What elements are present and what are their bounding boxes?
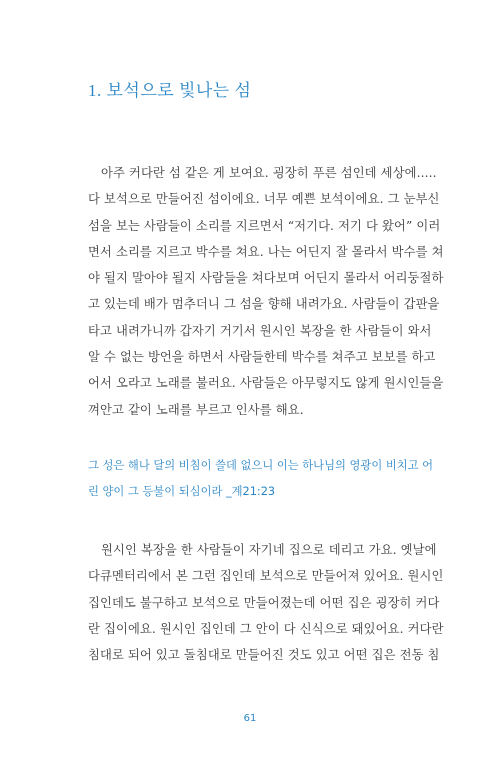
paragraph-1: [88, 160, 452, 423]
text-line: 고 있는데 배가 멈추더니 그 섬을 향해 내려가요. 사람들이 갑판을: [88, 297, 440, 312]
text-line: 껴안고 같이 노래를 부르고 인사를 해요.: [88, 402, 304, 417]
text-line: 면서 소리를 지르고 박수를 쳐요. 나는 어딘지 잘 몰라서 박수를 쳐: [88, 244, 444, 259]
text-line: 원시인 복장을 한 사람들이 자기네 집으로 데리고 가요. 옛날에: [101, 543, 437, 557]
bible-verse-quote: [88, 453, 458, 505]
text-line: 다 보석으로 만들어진 섬이에요. 너무 예쁜 보석이에요. 그 눈부신: [88, 192, 440, 207]
paragraph-2: [88, 537, 452, 668]
text-line: 어서 오라고 노래를 불러요. 사람들은 아무렇지도 않게 원시인들을: [88, 376, 444, 391]
text-line: 야 될지 말아야 될지 사람들을 쳐다보며 어딘지 몰라서 어리둥절하: [88, 271, 444, 286]
text-line: 침대로 되어 있고 돌침대로 만들어진 것도 있고 어떤 집은 전동 침: [88, 648, 440, 663]
verse-line: 린 양이 그 등불이 되심이라 _계21:23: [88, 485, 276, 498]
text-line: 다큐멘터리에서 본 그런 집인데 보석으로 만들어져 있어요. 원시인: [88, 569, 444, 584]
text-line: 타고 내려가니까 갑자기 거기서 원시인 복장을 한 사람들이 와서: [88, 323, 432, 338]
verse-line: 그 성은 해나 달의 비침이 쓸데 없으니 이는 하나님의 영광이 비치고 어: [88, 459, 434, 472]
text-line: 집인데도 불구하고 보석으로 만들어졌는데 어떤 집은 굉장히 커다: [88, 595, 440, 610]
text-line: 알 수 없는 방언을 하면서 사람들한테 박수를 쳐주고 보보를 하고: [88, 350, 436, 365]
text-line: 아주 커다란 섬 같은 게 보여요. 굉장히 푸른 섬인데 세상에.....: [101, 166, 437, 180]
text-line: 란 집이에요. 원시인 집인데 그 안이 다 신식으로 돼있어요. 커다란: [88, 621, 444, 636]
page-number: 61: [243, 713, 257, 724]
text-line: 섬을 보는 사람들이 소리를 지르면서 “저기다. 저기 다 왔어” 이러: [88, 218, 441, 233]
chapter-title: 1. 보석으로 빛나는 섬: [88, 81, 252, 100]
